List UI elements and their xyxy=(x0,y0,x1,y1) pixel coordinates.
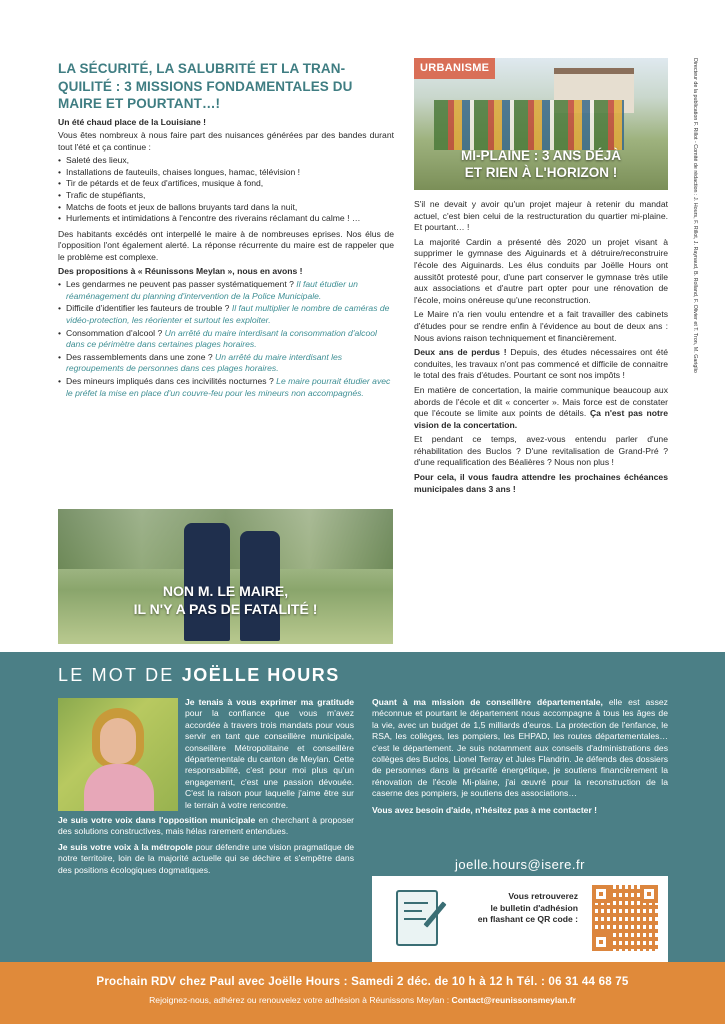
footer-band xyxy=(0,962,725,1024)
list-item xyxy=(58,376,394,399)
list-item: • Tir de pétards et de feux d'artifices, musique à fond, xyxy=(58,178,394,190)
urbanisme-tag: URBANISME xyxy=(414,58,495,79)
police-photo-caption xyxy=(58,582,393,618)
proposal-answer: Un arrêté du maire interdisant la consommation d'alcool dans ce périmètre dans certaines plages horaires. xyxy=(66,327,377,350)
urbanisme-photo xyxy=(414,58,668,190)
police-photo xyxy=(58,509,393,644)
footer-join-text: Rejoignez-nous, adhérez ou renouvelez votre adhésion à Réunissons Meylan : xyxy=(149,995,452,1005)
footer-join xyxy=(0,995,725,1005)
proposal-question: Des rassemblements dans une zone ? xyxy=(66,351,213,362)
credits-block xyxy=(684,58,725,538)
list-item: • Installations de fauteuils, chaises longues, hamac, télévision ! xyxy=(58,167,394,179)
urbanisme-article xyxy=(414,199,668,498)
qr-line: en flashant ce QR code : xyxy=(477,914,578,924)
info-panels xyxy=(434,100,624,150)
urbanisme-p5-bold: Ça n'est pas notre vision de la concertation. xyxy=(414,408,669,430)
mot-title-prefix: LE MOT DE xyxy=(58,665,175,685)
qr-box xyxy=(372,876,668,962)
portrait-spacer xyxy=(58,697,185,809)
urbanisme-photo-caption xyxy=(414,147,668,181)
qr-line: le bulletin d'adhésion xyxy=(490,902,578,913)
proposal-question: Les gendarmes ne peuvent pas passer systématiquement ? xyxy=(66,279,294,290)
credits-text: Directeur de la publication F. Rillot - Comité de rédaction : J. Hours, F. Rillot, J. Raynaud, B. Rolland, F. Olivier et T. Tron, M. Gariglio xyxy=(692,58,698,373)
proposal-answer: Il faut multiplier le nombre de caméras de vidéo-protection, les réorienter et surtout les exploiter. xyxy=(66,303,390,325)
list-item: • Matchs de foots et jeux de ballons bruyants tard dans la nuit, xyxy=(58,202,394,214)
list-item xyxy=(58,352,394,375)
caption-line: ET RIEN À L'HORIZON ! xyxy=(464,165,618,180)
mot-l3-body: pour défendre une vision pragmatique de notre territoire, loin de la majorité actuelle qui se déchire et s'empêtre dans des positions écologiques dogmatiques. xyxy=(58,841,354,875)
mot-l3-bold: Je suis votre voix à la métropole xyxy=(58,841,193,852)
security-subtitle: Un été chaud place de la Louisiane ! xyxy=(58,116,207,127)
proposal-answer: Un arrêté du maire interdisant les regroupements de personnes dans ces plages horaires. xyxy=(66,351,343,374)
mot-title-name: JOËLLE HOURS xyxy=(181,665,340,685)
footer-rdv: Prochain RDV chez Paul avec Joëlle Hours : Samedi 2 déc. de 10 h à 12 h Tél. : 06 31 44 68 75 xyxy=(96,975,629,988)
security-para2: Des habitants excédés ont interpellé le maire à de nombreuses eprises. Nos élus de l'opposition l'ont également alerté. La réponse récurrente du maire est de rappeler que le problème est complexe. xyxy=(58,228,394,263)
caption-line: MI-PLAINE : 3 ANS DÉJÀ xyxy=(460,148,622,163)
proposal-question: Difficile d'identifier les fauteurs de trouble ? xyxy=(66,303,230,314)
email-link[interactable]: joelle.hours@isere.fr xyxy=(455,857,585,872)
list-item xyxy=(58,303,394,326)
form-pen-icon xyxy=(396,890,438,946)
mot-r2: Vous avez besoin d'aide, n'hésitez pas à me contacter ! xyxy=(372,804,598,815)
qr-text xyxy=(450,891,578,926)
proposal-answer: Le maire pourrait étudier avec le préfet la mise en place d'un couvre-feu pour les mineurs non accompagnés. xyxy=(66,375,391,398)
mot-l1 xyxy=(58,697,354,811)
list-item: • Trafic de stupéfiants, xyxy=(58,190,394,202)
mot-l1-body: pour la confiance que vous m'avez accordée à travers trois mandats pour vous servir en tant que conseillère municipale, conseillère Métropolitaine et conseillère départementale du canton de Meylan. Cette responsabilité, c'est pour moi plus qu'un engagement, c'est une passion dévouée. C'est la raison pour laquelle j'aime être sur le terrain à votre rencontre. xyxy=(185,708,354,810)
security-article xyxy=(58,60,394,403)
urbanisme-p1: S'il ne devait y avoir qu'un projet majeur à retenir du mandat actuel, c'est bien celui de la restructuration du quartier mi-plaine. Et pourtant… ! xyxy=(414,199,668,233)
list-item: • Saleté des lieux, xyxy=(58,155,394,167)
list-item xyxy=(58,279,394,302)
proposal-question: Des mineurs impliqués dans ces incivilités nocturnes ? xyxy=(66,375,274,386)
urbanisme-p5-body: En matière de concertation, la mairie communique beaucoup aux abords de l'école et dit « concerter ». Mais force est de constater que l'écoute se limite aux points de détails. xyxy=(414,384,668,419)
mot-l2-body: en cherchant à proposer des solutions constructives, mais hélas rarement entendues. xyxy=(58,815,355,837)
urbanisme-p4-body: Depuis, des études nécessaires ont été conduites, les travaux n'ont pas commencé et difficile de connaitre le total des frais d'études. Pourtant ce sont nos impôts ! xyxy=(414,347,669,381)
qr-line: Vous retrouverez xyxy=(508,891,578,901)
mot-l2-bold: Je suis votre voix dans l'opposition municipale xyxy=(58,815,256,826)
mot-l3 xyxy=(58,842,354,876)
urbanisme-p6: Et pendant ce temps, avez-vous entendu parler d'une réhabilitation des Buclos ? D'une revitalisation de Grand-Pré ? d'une requalification des Béalières ? Nous non plus ! xyxy=(414,434,668,468)
urbanisme-p4-lead: Deux ans de perdus ! xyxy=(414,347,507,358)
urbanisme-p3: Le Maire n'a rien voulu entendre et a fait travailler des cabinets d'études pour se rendre enfin à l'évidence au bout de deux ans : Nous avions raison techniquement et financièrement. xyxy=(414,309,668,343)
security-intro: Vous êtes nombreux à nous faire part des nuisances générées par des bandes durant tout l'été et ça continue : xyxy=(58,130,394,152)
proposals-list xyxy=(58,279,394,399)
mot-l1-bold: Je tenais à vous exprimer ma gratitude xyxy=(185,697,354,707)
proposal-answer: Il faut étudier un réaménagement du planning d'intervention de la Police Municipale. xyxy=(66,279,358,301)
mot-left-column xyxy=(58,697,354,880)
mot-r1-bold: Quant à ma mission de conseillère départementale, xyxy=(372,697,603,707)
mot-r1-body: elle est assez méconnue et pourtant le département nous accompagne à tous les âges de la vie, avec un budget de 1,5 milliards d'euros. La protection de l'enfance, le RSA, les collèges, les pompiers, les EHPAD, les routes départementales… c'est le département. Je suis notamment aux conseils d'administrations des collèges des Buclos, Lionel Terray et Jules Flandrin. Je défends des dossiers de personnes dans la précarité énergétique, je soutiens financièrement la rénovation de l'école Mi-plaine, j'ai œuvré pour la reconstruction de la caserne des pompiers, je soutiens des associations… xyxy=(372,697,668,799)
urbanisme-p2: La majorité Cardin a présenté dès 2020 un projet visant à supprimer le gymnase des Aiguinards et à détruire/reconstruire l'école des Aiguinards. Les élus conduits par Joëlle Hours ont aussitôt protesté pour, d'une part conserver le gymnase très utile aux associations et d'autre part opter pour une rénovation de l'école, moins onéreuse qu'une reconstruction. xyxy=(414,236,668,305)
proposal-question: Consommation d'alcool ? xyxy=(66,327,163,338)
list-item xyxy=(58,328,394,351)
urbanisme-p4 xyxy=(414,347,668,382)
urbanisme-p7: Pour cela, il vous faudra attendre les prochaines échéances municipales dans 3 ans ! xyxy=(414,472,668,494)
mot-right-column xyxy=(372,697,668,821)
caption-line: IL N'Y A PAS DE FATALITÉ ! xyxy=(133,601,318,617)
mot-l2 xyxy=(58,815,354,838)
caption-line: NON M. LE MAIRE, xyxy=(162,583,289,599)
security-title: LA SÉCURITÉ, LA SALUBRITÉ ET LA TRAN-QUILITÉ : 3 MISSIONS FONDAMENTALES DU MAIRE ET POURTANT…! xyxy=(58,61,353,111)
qr-code[interactable] xyxy=(592,885,658,951)
list-item: • Hurlements et intimidations à l'encontre des riverains réclamant du calme ! … xyxy=(58,213,394,225)
urbanisme-p5 xyxy=(414,385,668,431)
mot-r1 xyxy=(372,697,668,800)
footer-contact-link[interactable]: Contact@reunissonsmeylan.fr xyxy=(451,995,576,1005)
nuisances-list xyxy=(58,155,394,225)
proposals-title: Des propositions à « Réunissons Meylan », nous en avons ! xyxy=(58,265,303,276)
mot-title xyxy=(58,665,340,686)
